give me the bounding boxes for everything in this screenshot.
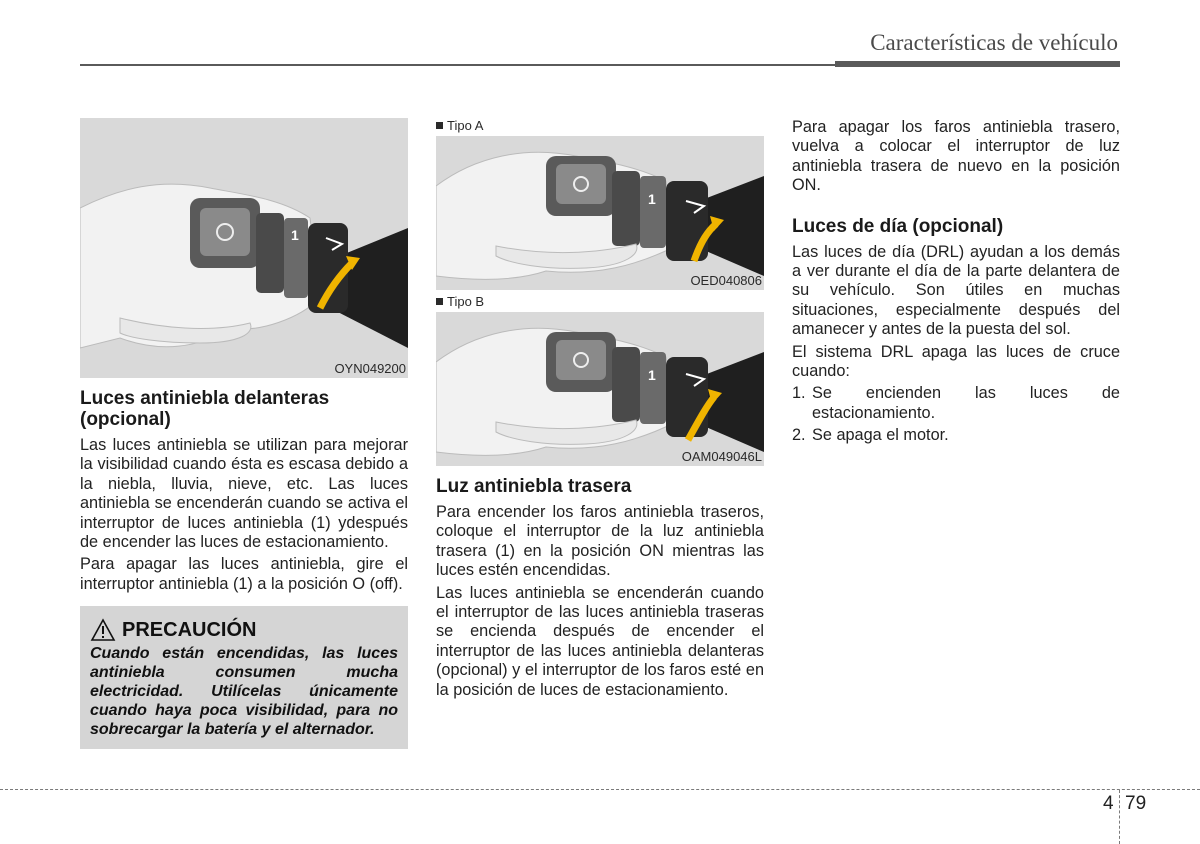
rear-fog-heading: Luz antiniebla trasera	[436, 476, 632, 497]
rear-fog-switch-type-b-illustration	[436, 312, 764, 466]
column-3	[792, 118, 1120, 449]
list-item-number: 1.	[792, 384, 806, 403]
caution-text: Cuando están encendidas, las luces antiniebla consumen mucha electricidad. Utilícelas únicamente cuando haya poca visibilidad, para no sobrecargar la batería y el alternador.	[90, 645, 398, 739]
figure-code: OYN049200	[334, 361, 406, 376]
figure-code: OED040806	[690, 273, 762, 288]
type-b-text: Tipo B	[447, 294, 485, 309]
rear-fog-off-paragraph: Para apagar los faros antiniebla trasero, vuelva a colocar el interruptor de luz antiniebla trasera de nuevo en la posición ON.	[792, 118, 1120, 195]
page-header-title: Características de vehículo	[870, 30, 1118, 55]
column-2	[436, 118, 764, 703]
type-a-figure	[436, 136, 764, 290]
caution-header	[90, 618, 398, 642]
footer-vertical-dashed-line	[1119, 790, 1120, 844]
rear-fog-paragraph-2: Las luces antiniebla se encenderán cuando el interruptor de las luces antiniebla traseras se encienda después de encender el interruptor de las luces antiniebla delanteras (opcional) y el interruptor de los faros esté en la posición de luces de estacionamiento.	[436, 583, 764, 699]
list-item	[792, 384, 1120, 423]
rear-fog-switch-type-a-illustration	[436, 136, 764, 290]
list-item-text: Se encienden las luces de estacionamiento.	[812, 384, 1120, 422]
svg-text:1: 1	[648, 367, 656, 383]
front-fog-switch-figure	[80, 118, 408, 378]
fog-switch-illustration	[80, 118, 408, 378]
square-bullet-icon	[436, 298, 443, 305]
drl-paragraph-1: Las luces de día (DRL) ayudan a los demás a ver durante el día de la parte delantera de su vehículo. Son útiles en muchas situaciones, especialmente después del amanecer y antes de la puesta del sol.	[792, 242, 1120, 339]
figure-code: OAM049046L	[681, 449, 762, 464]
type-a-label	[436, 118, 764, 134]
square-bullet-icon	[436, 122, 443, 129]
svg-text:1: 1	[291, 227, 299, 243]
footer-dashed-line	[0, 789, 1200, 790]
front-fog-paragraph-2: Para apagar las luces antiniebla, gire el interruptor antiniebla (1) a la posición O (off).	[80, 555, 408, 593]
drl-steps-list	[792, 384, 1120, 445]
type-a-text: Tipo A	[447, 118, 484, 133]
list-item	[792, 426, 1120, 445]
svg-text:1: 1	[648, 191, 656, 207]
page-number: 79	[1125, 793, 1147, 814]
front-fog-heading: Luces antiniebla delanteras (opcional)	[80, 388, 330, 430]
rear-fog-paragraph-1: Para encender los faros antiniebla traseros, coloque el interruptor de la luz antiniebla trasera (1) en la posición ON mientras las luces estén encendidas.	[436, 503, 764, 580]
caution-box	[80, 606, 408, 749]
type-b-label	[436, 294, 764, 310]
caution-title: PRECAUCIÓN	[122, 618, 257, 641]
column-1	[80, 118, 408, 749]
list-item-number: 2.	[792, 426, 806, 445]
header-rule-accent	[835, 61, 1120, 67]
list-item-text: Se apaga el motor.	[812, 426, 949, 445]
drl-paragraph-2: El sistema DRL apaga las luces de cruce cuando:	[792, 342, 1120, 381]
type-b-figure	[436, 312, 764, 466]
drl-heading: Luces de día (opcional)	[792, 215, 1004, 237]
warning-triangle-icon	[90, 618, 116, 642]
front-fog-paragraph-1: Las luces antiniebla se utilizan para mejorar la visibilidad cuando ésta es escasa debido a la niebla, lluvia, nieve, etc. Las luces antiniebla se encenderán cuando se activa el interruptor de luces antiniebla (1) ydespués de encender las luces de estacionamiento.	[80, 436, 408, 552]
chapter-number: 4	[1103, 793, 1114, 814]
